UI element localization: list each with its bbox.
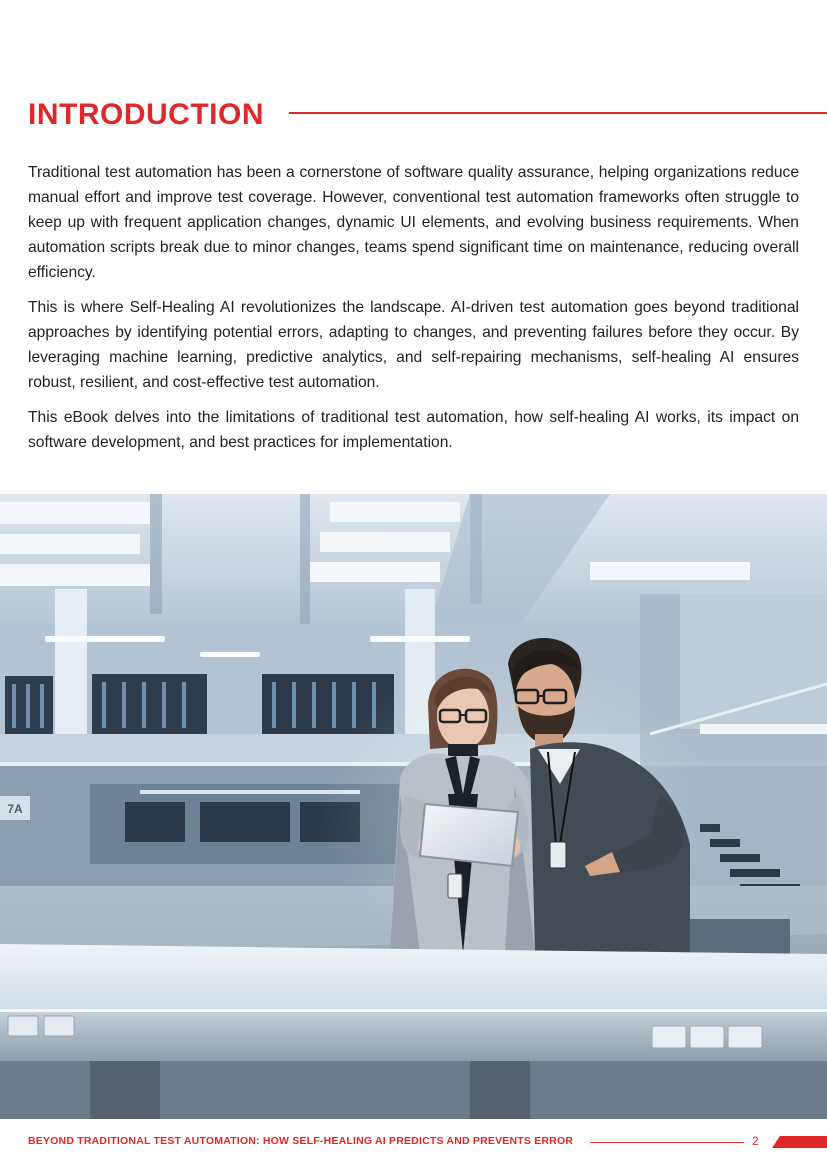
footer-accent-bar — [772, 1136, 827, 1148]
footer-title: BEYOND TRADITIONAL TEST AUTOMATION: HOW SELF-HEALING AI PREDICTS AND PREVENTS ERROR — [28, 1135, 574, 1147]
tablet-device — [420, 804, 518, 866]
glass-table — [0, 944, 827, 1119]
page-number: 2 — [752, 1134, 759, 1148]
footer-rule — [590, 1142, 744, 1143]
paragraph-1: Traditional test automation has been a cornerstone of software quality assurance, helping organizations reduce manual effort and improve test coverage. However, conventional test automation frameworks often struggle to keep up with frequent application changes, dynamic UI elements, and evolving business requirements. When automation scripts break due to minor changes, teams spend significant time on maintenance, reducing overall efficiency. — [28, 164, 799, 281]
heading-row — [28, 96, 827, 134]
intro-body — [28, 160, 799, 465]
hero-photo — [0, 494, 827, 1119]
section-heading: INTRODUCTION — [28, 98, 264, 131]
photo-illustration — [0, 494, 827, 1119]
paragraph-3: This eBook delves into the limitations of traditional test automation, how self-healing AI works, its impact on software development, and best practices for implementation. — [28, 409, 799, 451]
page-footer — [0, 1132, 827, 1152]
room-sign-label: 7A — [7, 802, 23, 816]
heading-rule — [289, 112, 827, 114]
paragraph-2: This is where Self-Healing AI revolutionizes the landscape. AI-driven test automation goes beyond traditional approaches by identifying potential errors, adapting to changes, and preventing failures before they occur. By leveraging machine learning, predictive analytics, and self-repairing mechanisms, self-healing AI ensures robust, resilient, and cost-effective test automation. — [28, 299, 799, 391]
